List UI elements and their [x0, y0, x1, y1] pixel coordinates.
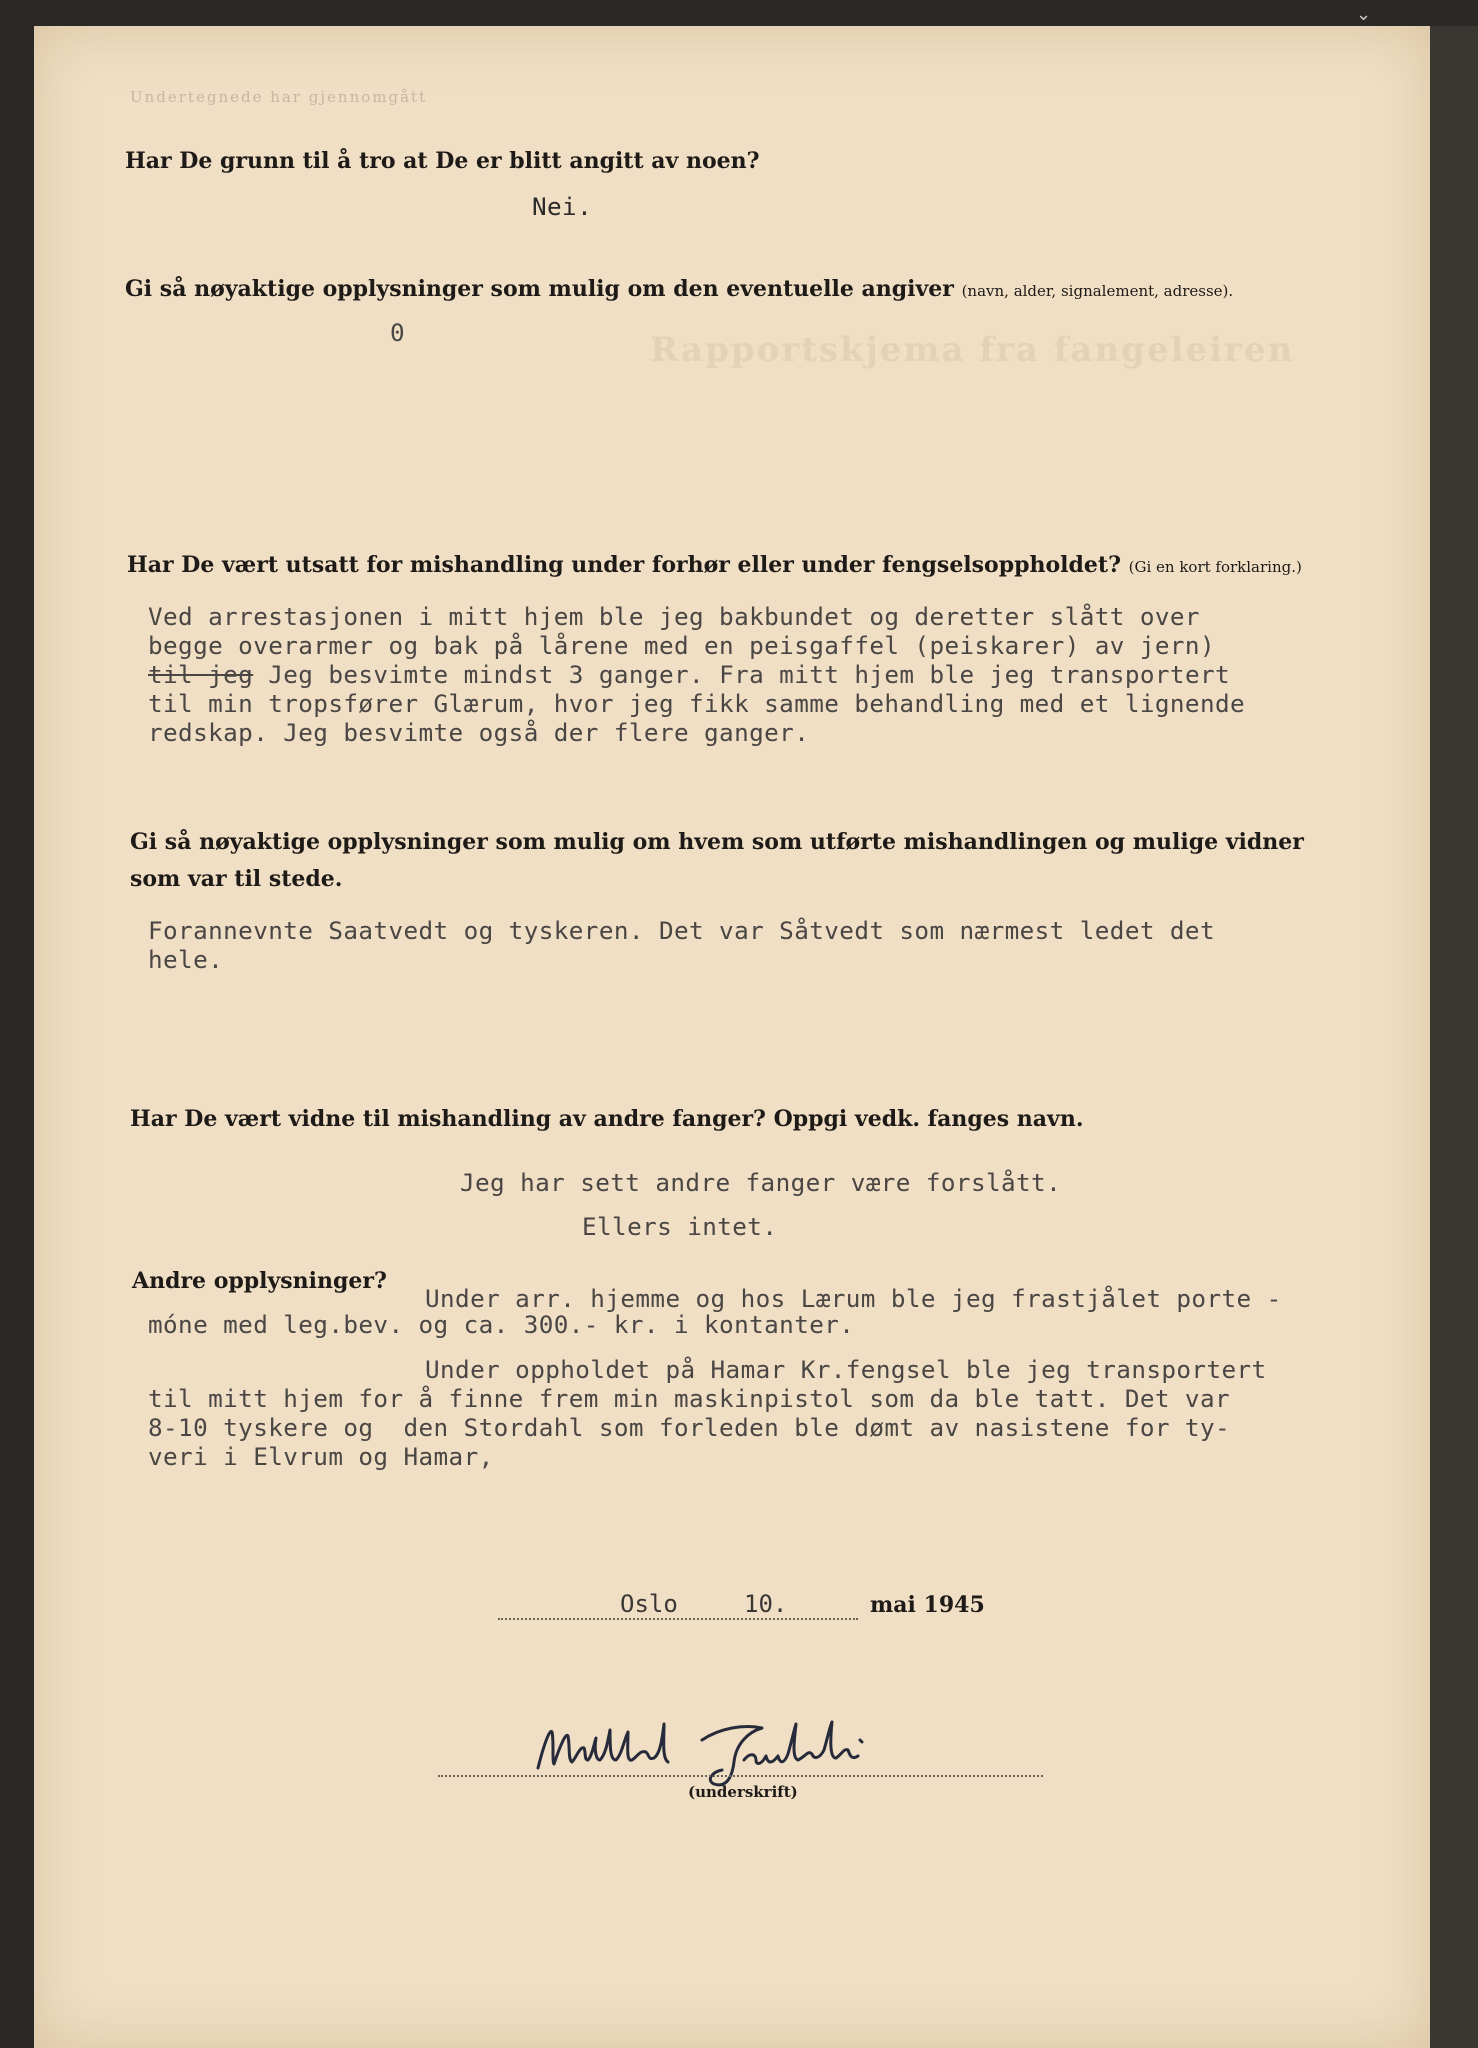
date-day: 10.: [744, 1590, 788, 1618]
question-4-label-line-2: som var til stede.: [130, 866, 343, 892]
question-6-answer-line-3: Under oppholdet på Hamar Kr.fengsel ble jeg transportert: [425, 1355, 1267, 1384]
signature-label: (underskrift): [688, 1783, 798, 1801]
question-6-answer-line-1: Under arr. hjemme og hos Lærum ble jeg frastjålet porte -: [425, 1284, 1282, 1313]
faint-header-text: Undertegnede har gjennomgått: [130, 88, 428, 106]
signature-image: [530, 1710, 920, 1790]
date-dotted-line: [498, 1618, 858, 1620]
question-6-answer-line-2: móne med leg.bev. og ca. 300.- kr. i kontanter.: [148, 1310, 855, 1339]
signature-dotted-line: [438, 1775, 1043, 1777]
question-3-answer-line-3: [148, 660, 1230, 689]
scan-border: [1430, 26, 1478, 2048]
question-6-answer-line-4: til mitt hjem for å finne frem min maskinpistol som da ble tatt. Det var: [148, 1384, 1231, 1413]
question-5-answer-line-1: Jeg har sett andre fanger være forslått.: [460, 1168, 1062, 1197]
question-1-label: Har De grunn til å tro at De er blitt angitt av noen?: [125, 148, 760, 174]
struck-text: til jeg: [148, 660, 254, 689]
question-5-answer-line-2: Ellers intet.: [582, 1212, 778, 1241]
question-3-answer-line-2: begge overarmer og bak på lårene med en peisgaffel (peiskarer) av jern): [148, 631, 1215, 660]
question-1-answer: Nei.: [532, 192, 593, 221]
question-3-answer-line-5: redskap. Jeg besvimte også der flere ganger.: [148, 718, 810, 747]
question-2-text: Gi så nøyaktige opplysninger som mulig om den eventuelle angiver: [125, 276, 954, 302]
question-3-hint: (Gi en kort forklaring.): [1128, 558, 1302, 576]
question-4-label-line-1: Gi så nøyaktige opplysninger som mulig om hvem som utførte mishandlingen og mulige vidner: [130, 829, 1304, 855]
question-3-answer-line-4: til min tropsfører Glærum, hvor jeg fikk samme behandling med et lignende: [148, 689, 1246, 718]
question-2-label: [125, 276, 1233, 302]
question-3-answer-line-1: Ved arrestasjonen i mitt hjem ble jeg bakbundet og deretter slått over: [148, 602, 1200, 631]
question-4-answer-line-1: Forannevnte Saatvedt og tyskeren. Det var Såtvedt som nærmest ledet det: [148, 916, 1215, 945]
question-3-text: Har De vært utsatt for mishandling under forhør eller under fengselsoppholdet?: [127, 552, 1121, 578]
question-6-answer-line-5: 8-10 tyskere og den Stordahl som forleden ble dømt av nasistene for ty-: [148, 1413, 1231, 1442]
question-2-hint: (navn, alder, signalement, adresse).: [961, 282, 1234, 300]
question-3-answer-line-3-text: Jeg besvimte mindst 3 ganger. Fra mitt hjem ble jeg transportert: [268, 660, 1231, 689]
date-place: Oslo: [620, 1590, 678, 1618]
watermark: Rapportskjema fra fangeleiren: [650, 330, 1295, 370]
question-3-label: [127, 552, 1302, 578]
corner-mark-icon: ⌄: [1356, 4, 1372, 25]
question-2-answer: 0: [390, 318, 406, 347]
question-6-label: Andre opplysninger?: [132, 1268, 387, 1294]
question-4-answer-line-2: hele.: [148, 945, 224, 974]
question-6-answer-line-6: veri i Elvrum og Hamar,: [148, 1442, 494, 1471]
date-month-year: mai 1945: [870, 1592, 985, 1618]
question-5-label: Har De vært vidne til mishandling av andre fanger? Oppgi vedk. fanges navn.: [130, 1106, 1084, 1132]
